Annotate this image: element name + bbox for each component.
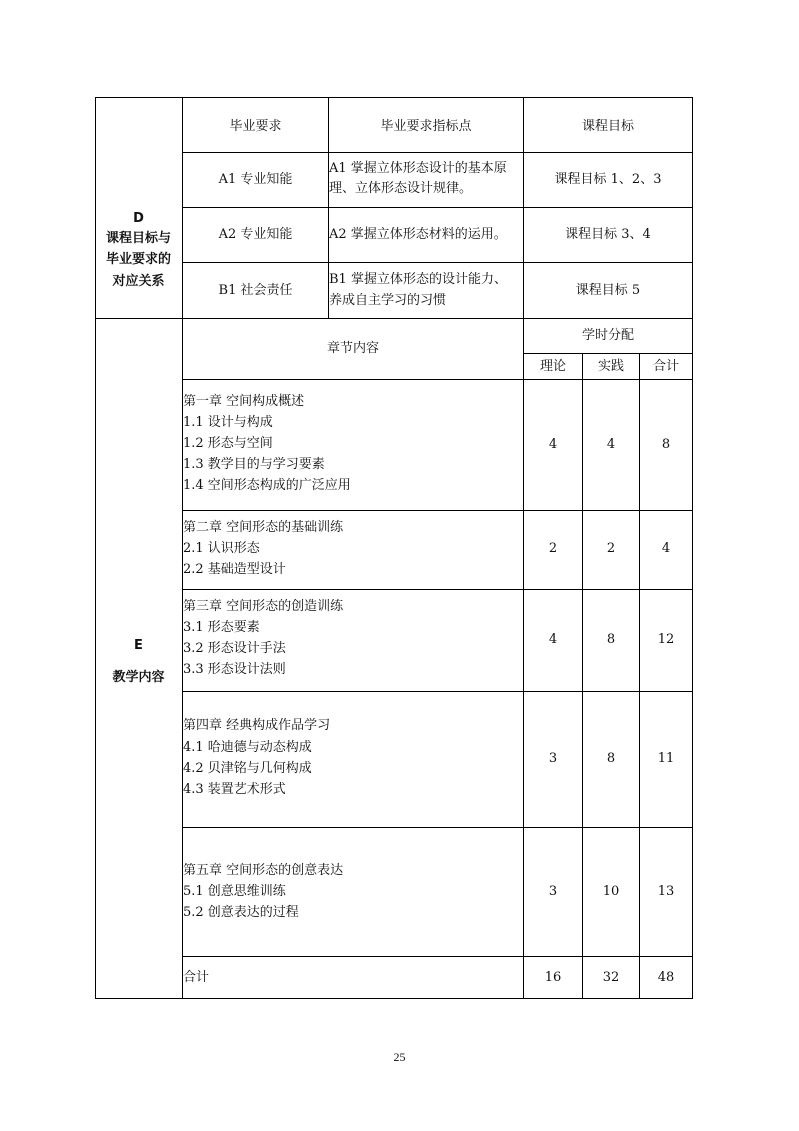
total-hours: 12 <box>657 632 675 647</box>
chapter-title: 第二章 空间形态的基础训练 <box>183 520 344 535</box>
total-hours: 8 <box>661 437 671 452</box>
chapter-item: 3.1 形态要素 <box>183 620 260 635</box>
sum-practice: 32 <box>602 970 620 985</box>
chapter-item: 4.1 哈迪德与动态构成 <box>183 740 312 755</box>
indicator-line: A2 掌握立体形态材料的运用。 <box>329 227 507 242</box>
hours-total-header: 合计 <box>652 359 679 374</box>
requirement-cell: A1 专业知能 <box>218 172 293 187</box>
theory-hours: 3 <box>548 751 558 766</box>
goal-cell: 课程目标 3、4 <box>565 227 651 242</box>
chapter-title: 第四章 经典构成作品学习 <box>183 718 331 733</box>
chapter-item: 1.2 形态与空间 <box>183 436 273 451</box>
total-hours: 11 <box>657 751 675 766</box>
indicator-line: 养成自主学习的习惯 <box>329 293 447 308</box>
sum-total: 48 <box>657 970 675 985</box>
hours-header: 学时分配 <box>581 328 634 343</box>
header-indicator: 毕业要求指标点 <box>380 119 472 134</box>
chapter-item: 2.1 认识形态 <box>183 541 260 556</box>
theory-hours: 4 <box>548 437 558 452</box>
practice-hours: 10 <box>602 884 620 899</box>
chapter-item: 5.1 创意思维训练 <box>183 884 286 899</box>
chapter-item: 4.3 装置艺术形式 <box>183 782 286 797</box>
requirement-cell: A2 专业知能 <box>218 227 293 242</box>
goal-cell: 课程目标 5 <box>575 283 641 298</box>
total-hours: 13 <box>657 884 675 899</box>
theory-hours: 3 <box>548 884 558 899</box>
section-d-label-line-3: 对应关系 <box>112 274 165 289</box>
section-e-label: 教学内容 <box>112 670 165 685</box>
indicator-line: B1 掌握立体形态的设计能力、 <box>329 272 507 287</box>
chapter-item: 1.4 空间形态构成的广泛应用 <box>183 478 351 493</box>
practice-hours: 4 <box>606 437 616 452</box>
section-e-letter: E <box>134 638 143 653</box>
indicator-line: A1 掌握立体形态设计的基本原 <box>329 161 507 176</box>
chapter-item: 3.2 形态设计手法 <box>183 641 286 656</box>
chapter-item: 2.2 基础造型设计 <box>183 562 286 577</box>
hours-practice-header: 实践 <box>597 359 624 374</box>
header-goal: 课程目标 <box>581 119 634 134</box>
indicator-line: 理、立体形态设计规律。 <box>329 181 473 196</box>
practice-hours: 8 <box>606 751 616 766</box>
practice-hours: 8 <box>606 632 616 647</box>
theory-hours: 2 <box>548 541 558 556</box>
goal-cell: 课程目标 1、2、3 <box>554 172 662 187</box>
sum-label: 合计 <box>183 970 210 985</box>
theory-hours: 4 <box>548 632 558 647</box>
section-d-label-line-2: 毕业要求的 <box>105 252 171 267</box>
total-hours: 4 <box>661 541 671 556</box>
chapter-item: 5.2 创意表达的过程 <box>183 905 299 920</box>
page-number: 25 <box>393 1050 406 1064</box>
chapter-item: 3.3 形态设计法则 <box>183 662 286 677</box>
header-requirement: 毕业要求 <box>229 119 282 134</box>
sum-theory: 16 <box>544 970 562 985</box>
practice-hours: 2 <box>606 541 616 556</box>
hours-theory-header: 理论 <box>539 359 566 374</box>
chapter-title: 第五章 空间形态的创意表达 <box>183 863 344 878</box>
section-d-label-line-1: 课程目标与 <box>105 231 171 246</box>
chapter-title: 第三章 空间形态的创造训练 <box>183 599 344 614</box>
requirement-cell: B1 社会责任 <box>218 283 293 298</box>
section-d-letter: D <box>133 211 144 226</box>
chapter-item: 1.3 教学目的与学习要素 <box>183 457 325 472</box>
content-header: 章节内容 <box>326 341 379 356</box>
chapter-item: 1.1 设计与构成 <box>183 415 273 430</box>
chapter-item: 4.2 贝津铭与几何构成 <box>183 761 312 776</box>
chapter-title: 第一章 空间构成概述 <box>183 394 305 409</box>
